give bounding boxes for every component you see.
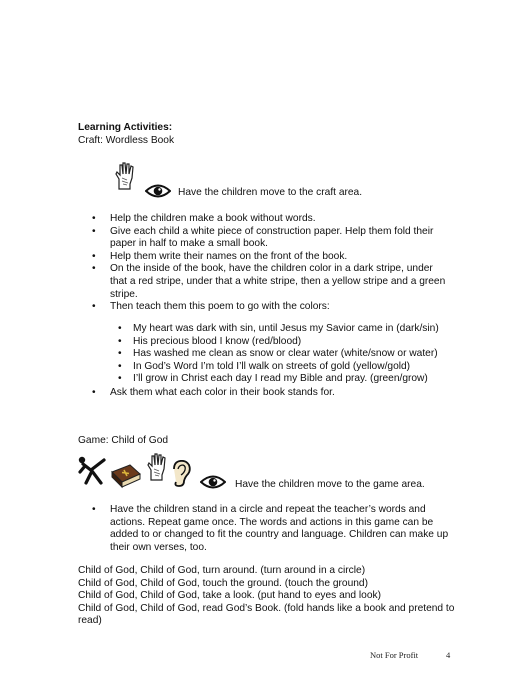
poem-list: [133, 323, 473, 386]
stretching-person-icon: [78, 455, 108, 487]
craft-move-instruction: Have the children move to the craft area.: [178, 187, 363, 198]
verse-line: Child of God, Child of God, touch the ground. (touch the ground): [78, 577, 368, 589]
list-item: • Have the children stand in a circle and repeat the teacher’s words and actions. Repeat game once. The words and actions in this game can be added to or changed to fit the country and language. Children can make up their own verses, too.: [110, 504, 455, 554]
list-item: • Ask them what each color in their book stands for.: [110, 387, 452, 400]
hand-icon: [146, 453, 168, 481]
craft-final-list: [110, 387, 452, 400]
page-number: 4: [446, 650, 451, 660]
list-item: • His precious blood I know (red/blood): [133, 336, 473, 349]
list-item: • Has washed me clean as snow or clear water (white/snow or water): [133, 348, 473, 361]
game-title: Game: Child of God: [78, 435, 169, 446]
list-item: • Help the children make a book without words.: [110, 213, 452, 226]
list-item: • I’ll grow in Christ each day I read my Bible and pray. (green/grow): [133, 373, 473, 386]
game-move-instruction: Have the children move to the game area.: [235, 479, 425, 490]
verse-line: Child of God, Child of God, take a look. (put hand to eyes and look): [78, 590, 381, 602]
game-verses: [78, 565, 473, 628]
footer-label: Not For Profit: [370, 650, 419, 660]
eye-icon: [145, 183, 171, 199]
section-heading: Learning Activities:: [78, 122, 173, 133]
list-item: • Give each child a white piece of construction paper. Help them fold their paper in half to make a small book.: [110, 226, 452, 251]
list-item: • On the inside of the book, have the children color in a dark stripe, under that a red stripe, under that a white stripe, then a yellow stripe and a green stripe.: [110, 263, 452, 301]
game-steps-list: [110, 504, 455, 554]
hand-icon: [114, 162, 136, 190]
verse-line: Child of God, Child of God, read God’s Book. (fold hands like a book and pretend to read): [78, 602, 455, 627]
list-item: • My heart was dark with sin, until Jesus my Savior came in (dark/sin): [133, 323, 473, 336]
eye-icon: [200, 474, 226, 490]
list-item: • Help them write their names on the front of the book.: [110, 251, 452, 264]
list-item: • Then teach them this poem to go with the colors:: [110, 301, 452, 314]
verse-line: Child of God, Child of God, turn around. (turn around in a circle): [78, 565, 366, 576]
craft-steps-list: [110, 213, 452, 314]
bible-icon: [110, 462, 142, 490]
craft-title: Craft: Wordless Book: [78, 135, 175, 146]
list-item: • In God’s Word I’m told I’ll walk on streets of gold (yellow/gold): [133, 361, 473, 374]
ear-icon: [172, 460, 192, 488]
